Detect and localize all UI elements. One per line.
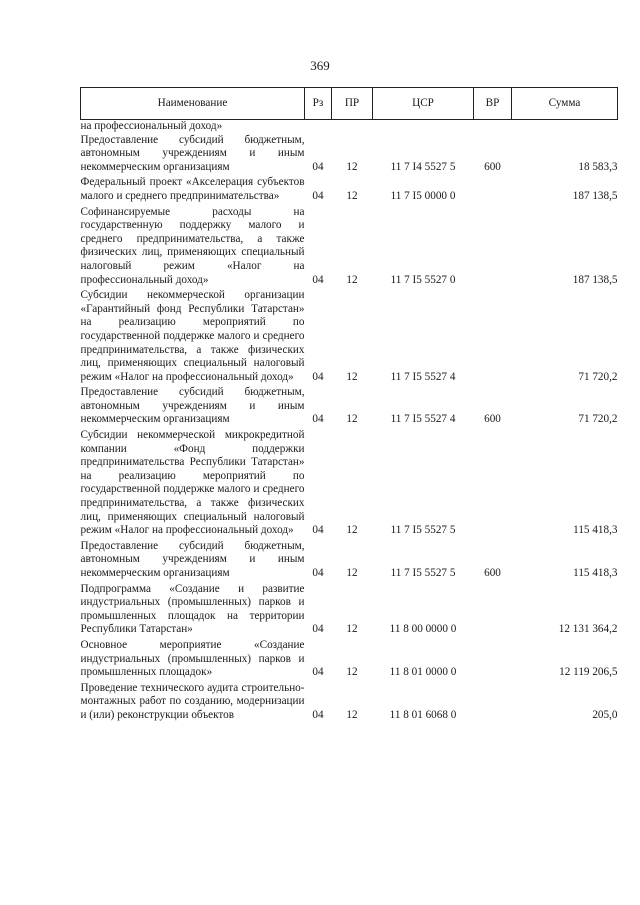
cell-vr (474, 287, 512, 384)
cell-rz: 04 (312, 623, 324, 636)
table-row (81, 174, 618, 203)
cell-rz: 04 (312, 666, 324, 679)
cell-csr: 11 7 I5 5527 4 (390, 413, 456, 426)
cell-sum (512, 120, 618, 134)
cell-vr (474, 204, 512, 288)
table-row (81, 581, 618, 637)
cell-sum: 187 138,5 (572, 273, 618, 286)
cell-sum: 71 720,2 (578, 413, 618, 426)
cell-sum: 12 119 206,5 (559, 666, 618, 679)
table-row (81, 120, 618, 134)
column-header-sum: Сумма (512, 88, 618, 120)
table-row (81, 204, 618, 288)
cell-rz: 04 (312, 413, 324, 426)
cell-sum: 115 418,3 (573, 524, 618, 537)
column-header-vr: ВР (474, 88, 512, 120)
cell-sum: 71 720,2 (578, 370, 618, 383)
cell-pr: 12 (346, 524, 358, 537)
cell-csr: 11 7 I5 5527 5 (390, 524, 456, 537)
cell-sum: 12 131 364,2 (558, 623, 618, 636)
cell-name: Предоставление субсидий бюджетным, автономным учреждениям и иным некоммерческим организациям (80, 133, 305, 173)
cell-vr (474, 427, 512, 538)
cell-pr (332, 120, 373, 134)
cell-name: Основное мероприятие «Создание индустриальных (промышленных) парков и промышленных площадок» (80, 638, 305, 679)
cell-csr: 11 7 I5 5527 5 (390, 567, 456, 579)
cell-vr (474, 581, 512, 637)
cell-name: Подпрограмма «Создание и развитие индустриальных (промышленных) парков и промышленных площадок на территории Республики Татарстан» (80, 582, 305, 636)
cell-csr: 11 7 I5 5527 0 (390, 273, 456, 286)
cell-csr: 11 7 I5 0000 0 (390, 189, 456, 202)
cell-rz: 04 (312, 370, 324, 383)
cell-vr: 600 (484, 160, 501, 173)
table-row (81, 637, 618, 680)
cell-rz: 04 (312, 273, 324, 286)
cell-sum: 115 418,3 (573, 567, 618, 579)
cell-pr: 12 (346, 567, 358, 579)
table-row (81, 680, 618, 723)
table-row (81, 538, 618, 581)
table-row (81, 287, 618, 384)
cell-pr: 12 (346, 370, 358, 383)
cell-sum: 187 138,5 (572, 189, 618, 202)
cell-vr: 600 (484, 413, 501, 426)
cell-vr (474, 680, 512, 723)
cell-name: Предоставление субсидий бюджетным, автономным учреждениям и иным некоммерческим организациям (80, 539, 305, 579)
cell-pr: 12 (346, 273, 358, 286)
cell-name: Субсидии некоммерческой организации «Гарантийный фонд Республики Татарстан» на реализацию мероприятий по государственной поддержке малого и среднего предпринимательства, а также физических лиц, применяющих специальный налоговый режим «Налог на профессиональный доход» (80, 289, 305, 383)
table-row (81, 427, 618, 538)
table-row (81, 134, 618, 175)
cell-csr: 11 7 I4 5527 5 (390, 160, 456, 173)
cell-csr: 11 8 00 0000 0 (389, 623, 457, 636)
cell-csr (373, 120, 474, 134)
table-header-row (81, 88, 618, 120)
cell-name: Субсидии некоммерческой микрокредитной компании «Фонд поддержки предпринимательства Республики Татарстан» на реализацию мероприятий по государственной поддержке малого и среднего предпринимательства, а также физических лиц, применяющих специальный налоговый режим «Налог на профессиональный доход» (80, 429, 305, 537)
cell-rz: 04 (312, 160, 324, 173)
column-header-name: Наименование (81, 88, 305, 120)
cell-name: Федеральный проект «Акселерация субъектов малого и среднего предпринимательства» (80, 176, 305, 202)
table-row (81, 384, 618, 427)
column-header-rz: Рз (305, 88, 332, 120)
cell-pr: 12 (346, 708, 358, 721)
cell-csr: 11 8 01 6068 0 (389, 708, 457, 721)
cell-vr (474, 637, 512, 680)
column-header-csr: ЦСР (373, 88, 474, 120)
cell-csr: 11 8 01 0000 0 (389, 666, 457, 679)
cell-csr: 11 7 I5 5527 4 (390, 370, 456, 383)
cell-rz: 04 (312, 567, 324, 579)
cell-rz: 04 (312, 708, 324, 721)
cell-vr: 600 (484, 567, 501, 579)
cell-rz: 04 (312, 524, 324, 537)
budget-table (80, 87, 618, 723)
cell-pr: 12 (346, 623, 358, 636)
page-number: 369 (310, 58, 330, 73)
cell-name: Софинансируемые расходы на государственную поддержку малого и среднего предпринимательства, а также физических лиц, применяющих специальный налоговый режим «Налог на профессиональный доход» (80, 205, 305, 286)
cell-name: Проведение технического аудита строительно-монтажных работ по созданию, модернизации и (или) реконструкции объектов (80, 681, 305, 721)
cell-vr (474, 174, 512, 203)
cell-pr: 12 (346, 666, 358, 679)
cell-pr: 12 (346, 160, 358, 173)
cell-rz (305, 120, 332, 134)
column-header-pr: ПР (332, 88, 373, 120)
cell-vr (474, 120, 512, 134)
cell-pr: 12 (346, 189, 358, 202)
cell-sum: 205,0 (592, 708, 618, 721)
cell-rz: 04 (312, 189, 324, 202)
cell-name: Предоставление субсидий бюджетным, автономным учреждениям и иным некоммерческим организациям (80, 386, 305, 426)
cell-pr: 12 (346, 413, 358, 426)
cell-sum: 18 583,3 (578, 160, 618, 173)
cell-name: на профессиональный доход» (80, 120, 223, 132)
